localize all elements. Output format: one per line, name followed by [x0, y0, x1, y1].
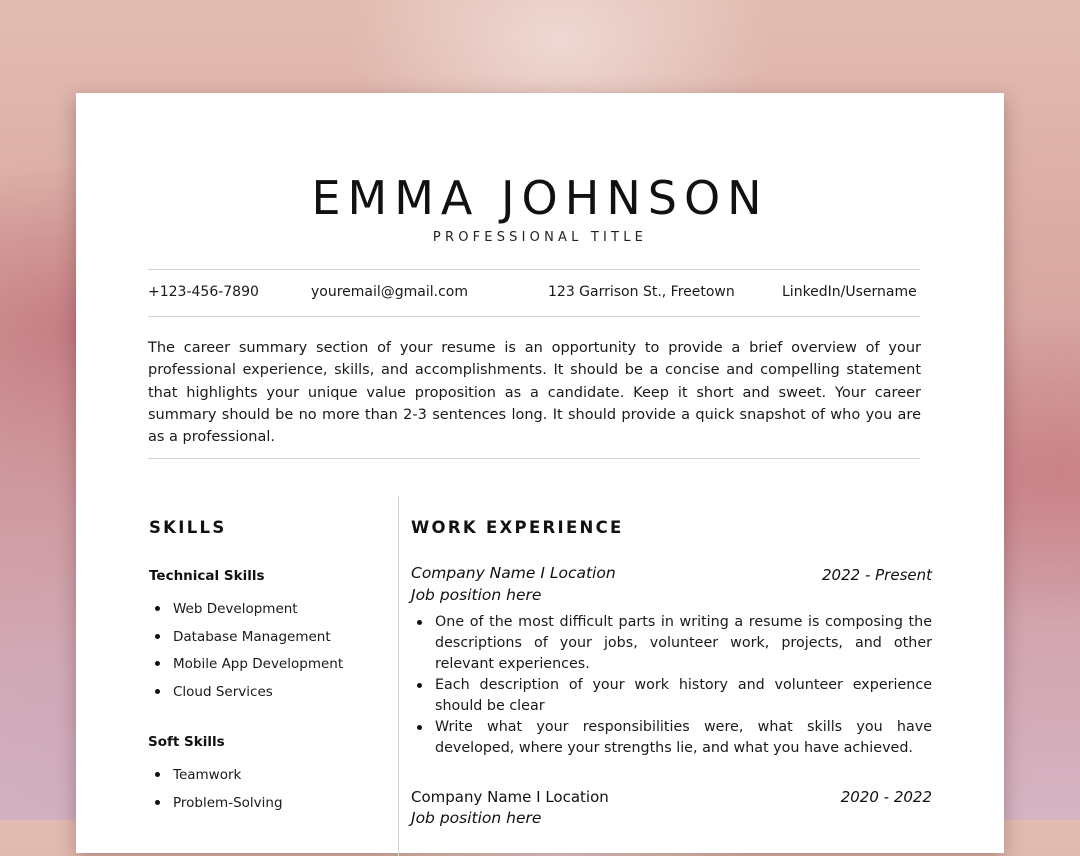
contact-address: 123 Garrison St., Freetown: [548, 284, 735, 300]
resume-name: EMMA JOHNSON: [311, 171, 769, 225]
technical-skills-heading: Technical Skills: [149, 568, 265, 584]
list-item: Teamwork: [149, 766, 283, 794]
bullet-icon: [155, 661, 160, 666]
job-company: Company Name I Location: [411, 564, 616, 582]
column-divider: [398, 496, 399, 856]
job-company: Company Name I Location: [411, 788, 609, 806]
contact-phone: +123-456-7890: [148, 284, 259, 300]
list-item: Problem-Solving: [149, 794, 283, 822]
soft-skills-list: [149, 766, 283, 821]
professional-title: PROFESSIONAL TITLE: [432, 230, 648, 245]
list-item: Each description of your work history and volunteer experience should be clear: [411, 675, 932, 717]
list-item: Database Management: [149, 628, 343, 656]
technical-skills-list: [149, 600, 343, 710]
list-item: Mobile App Development: [149, 655, 343, 683]
contact-bottom-divider: [148, 316, 920, 317]
list-item: One of the most difficult parts in writing a resume is composing the descriptions of your jobs, volunteer work, projects, and other relevant experiences.: [411, 612, 932, 675]
job-dates: 2022 - Present: [822, 566, 932, 584]
bullet-icon: [417, 620, 422, 625]
job-position: Job position here: [411, 809, 542, 827]
summary-divider: [148, 458, 920, 459]
bullet-icon: [417, 725, 422, 730]
bullet-icon: [155, 772, 160, 777]
job-position: Job position here: [411, 586, 542, 604]
skills-heading: SKILLS: [149, 518, 227, 537]
job-responsibilities: [411, 612, 932, 759]
soft-skills-heading: Soft Skills: [148, 734, 225, 750]
list-item: Write what your responsibilities were, what skills you have developed, where your strengths lie, and what you have achieved.: [411, 717, 932, 759]
bullet-icon: [155, 634, 160, 639]
contact-linkedin: LinkedIn/Username: [782, 284, 917, 300]
job-dates: 2020 - 2022: [840, 788, 932, 806]
contact-email: youremail@gmail.com: [311, 284, 469, 300]
bullet-icon: [155, 689, 160, 694]
list-item: Cloud Services: [149, 683, 343, 711]
bullet-icon: [417, 683, 422, 688]
list-item: Web Development: [149, 600, 343, 628]
contact-top-divider: [148, 269, 920, 270]
career-summary: The career summary section of your resume is an opportunity to provide a brief overview of your professional experience, skills, and accomplishments. It should be a concise and compelling statement that highlights your unique value proposition as a candidate. Keep it short and sweet. Your career summary should be no more than 2-3 sentences long. It should provide a quick snapshot of who you are as a professional.: [148, 340, 921, 446]
bullet-icon: [155, 800, 160, 805]
resume-page: [76, 93, 1004, 853]
bullet-icon: [155, 606, 160, 611]
work-experience-heading: WORK EXPERIENCE: [411, 518, 624, 537]
